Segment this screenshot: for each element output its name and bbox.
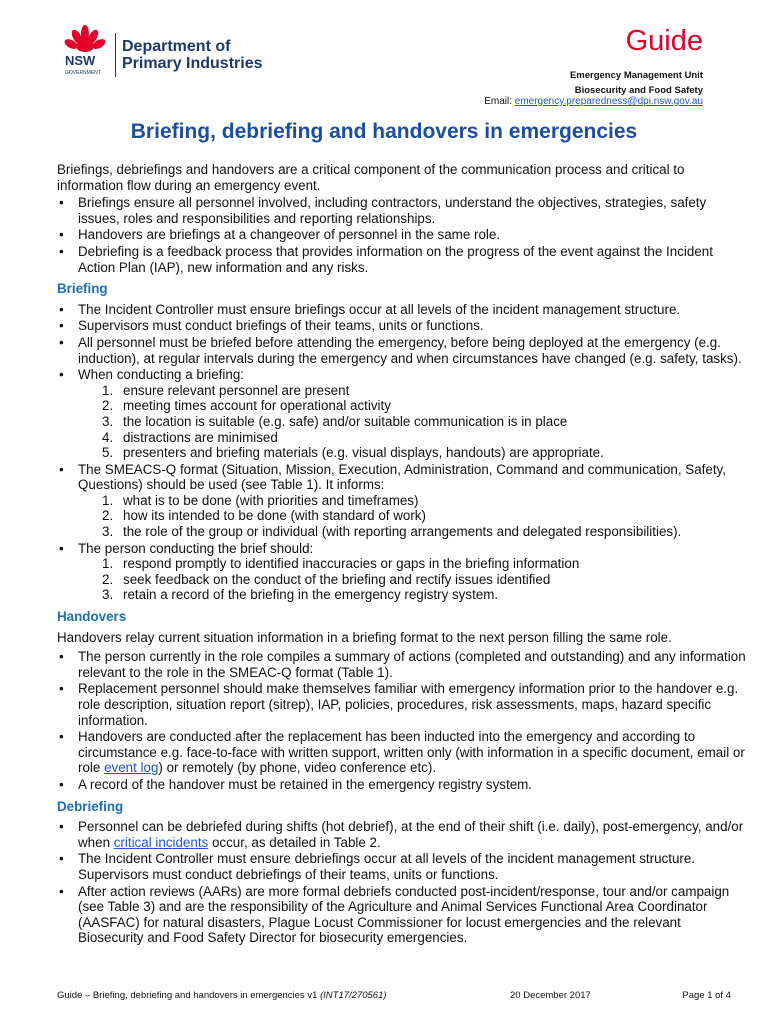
numbered-list [78, 493, 747, 540]
footer-date: 20 December 2017 [510, 990, 591, 1001]
logo-nsw-text: NSW [65, 53, 96, 68]
document-body [57, 162, 747, 947]
footer-page-number: Page 1 of 4 [682, 990, 731, 1001]
briefing-list [57, 302, 747, 603]
section-heading-debriefing: Debriefing [57, 798, 124, 814]
list-item: • The person conducting the brief should: 1. respond promptly to identified inaccuracies or gaps in the briefing information 2. seek feedback on the conduct of the briefing and rectify issues identified 3. retain a record of the briefing in the emergency registry system. [57, 541, 747, 603]
list-item: • Personnel can be debriefed during shifts (hot debrief), at the end of their shift (i.e. daily), post-emergency, and/or when critical incidents occur, as detailed in Table 2. [57, 819, 747, 850]
list-item: • The SMEACS-Q format (Situation, Mission, Execution, Administration, Command and communication, Safety, Questions) should be used (see Table 1). It informs: 1. what is to be done (with priorities and timeframes) 2. how its intended to be done (with standard of work) 3. the role of the group or individual (with reporting arrangements and delegated responsibilities). [57, 462, 747, 540]
section-heading-briefing: Briefing [57, 281, 108, 297]
logo-government-text: GOVERNMENT [65, 70, 101, 76]
debriefing-list [57, 819, 747, 946]
numbered-item: 2. how its intended to be done (with standard of work) [102, 508, 426, 524]
numbered-item: 4. distractions are minimised [102, 429, 278, 445]
numbered-item: 1. ensure relevant personnel are present [102, 382, 350, 398]
list-item: • A record of the handover must be retained in the emergency registry system. [57, 777, 747, 793]
list-item: • Briefings ensure all personnel involved, including contractors, understand the objectives, strategies, safety issues, roles and responsibilities and reporting relationships. [57, 195, 747, 226]
numbered-item: 1. what is to be done (with priorities and timeframes) [102, 492, 419, 508]
intro-list [57, 195, 747, 275]
numbered-item: 5. presenters and briefing materials (e.g. visual displays, handouts) are appropriate. [102, 445, 604, 461]
numbered-item: 3. the role of the group or individual (with reporting arrangements and delegated responsibilities). [102, 524, 682, 540]
list-item: • The person currently in the role compiles a summary of actions (completed and outstanding) and any information relevant to the role in the SMEAC-Q format (Table 1). [57, 649, 747, 680]
numbered-item: 3. the location is suitable (e.g. safe) and/or suitable communication is in place [102, 413, 568, 429]
list-item: • Replacement personnel should make themselves familiar with emergency information prior to the handover e.g. role description, situation report (sitrep), IAP, policies, procedures, risk assessments, maps, hazard specific information. [57, 681, 747, 728]
handovers-list [57, 649, 747, 792]
page-header [0, 0, 768, 115]
section-heading-handovers: Handovers [57, 609, 127, 625]
department-name: Department of Primary Industries [122, 38, 263, 72]
email-link[interactable]: emergency.preparedness@dpi.nsw.gov.au [514, 96, 703, 107]
numbered-list [78, 383, 747, 461]
list-item: • All personnel must be briefed before attending the emergency, before being deployed at the emergency (e.g. induction), at regular intervals during the emergency and when circumstances have changed (e.g. safety, tasks). [57, 335, 747, 366]
list-item: • The Incident Controller must ensure briefings occur at all levels of the incident management structure. [57, 302, 747, 318]
list-item: • Handovers are briefings at a changeover of personnel in the same role. [57, 227, 747, 243]
numbered-item: 3. retain a record of the briefing in the emergency registry system. [102, 587, 499, 603]
page-title: Briefing, debriefing and handovers in emergencies [130, 120, 638, 143]
list-item: • The Incident Controller must ensure debriefings occur at all levels of the incident management structure. Supervisors must conduct debriefings of their teams, units or functions. [57, 851, 747, 882]
document-type: Guide [625, 25, 703, 57]
list-item: • When conducting a briefing: 1. ensure relevant personnel are present 2. meeting times account for operational activity 3. the location is suitable (e.g. safe) and/or suitable communication is in place 4. distractions are minimised 5. presenters and briefing materials (e.g. visual displays, handouts) are appropriate. [57, 367, 747, 461]
handovers-intro: Handovers relay current situation information in a briefing format to the next person filling the same role. [57, 629, 672, 645]
numbered-list [78, 556, 747, 603]
logo-divider [115, 33, 116, 77]
numbered-item: 2. seek feedback on the conduct of the briefing and rectify issues identified [102, 571, 551, 587]
event-log-link[interactable]: event log [104, 760, 159, 776]
numbered-item: 1. respond promptly to identified inaccuracies or gaps in the briefing information [102, 556, 580, 572]
list-item: • Supervisors must conduct briefings of their teams, units or functions. [57, 318, 747, 334]
list-item: • Handovers are conducted after the replacement has been inducted into the emergency and according to circumstance e.g. face-to-face with written support, written only (with information in a specific document, email or role event log) or remotely (by phone, video conference etc). [57, 729, 747, 776]
footer-doc-title: Guide – Briefing, debriefing and handovers in emergencies v1 (INT17/270561) [57, 990, 387, 1001]
numbered-item: 2. meeting times account for operational activity [102, 398, 391, 414]
contact-email: Email: emergency.preparedness@dpi.nsw.gov.au [484, 96, 703, 107]
list-item: • After action reviews (AARs) are more formal debriefs conducted post-incident/response, tour and/or campaign (see Table 3) and are the responsibility of the Agriculture and Animal Services Functional Area Coordinator (AASFAC) for natural disasters, Plague Locust Commissioner for locust emergencies and the relevant Biosecurity and Food Safety Director for biosecurity emergencies. [57, 884, 747, 946]
list-item: • Debriefing is a feedback process that provides information on the progress of the event against the Incident Action Plan (IAP), new information and any risks. [57, 244, 747, 275]
intro-paragraph: Briefings, debriefings and handovers are a critical component of the communication process and critical to information flow during an emergency event. [57, 162, 685, 193]
unit-info: Emergency Management Unit Biosecurity and Food Safety [569, 70, 703, 96]
critical-incidents-link[interactable]: critical incidents [113, 834, 209, 850]
